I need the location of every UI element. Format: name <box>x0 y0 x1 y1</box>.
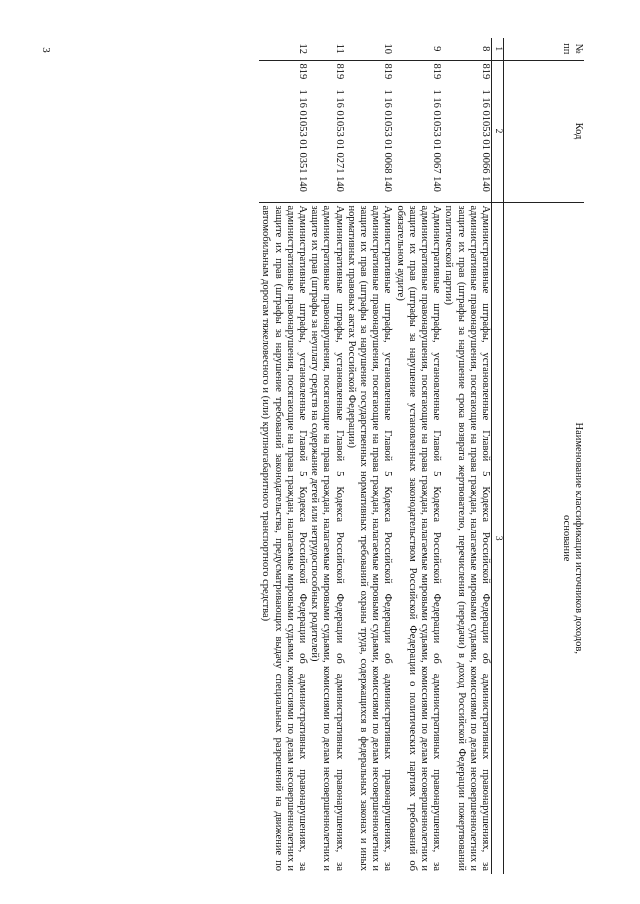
row-description: Административные штрафы, установленные Главой 5 Кодекса Российской Федерации об административных правонарушениях, за административные правонарушения, посягающие на права граждан, налагаемые мировыми судьями, комиссиями по делам несовершеннолетних и защите их прав (штрафы за нарушение установленных законодательством Российской Федерации о политических партиях требований об обязательном аудите) <box>394 205 443 871</box>
row-code <box>308 60 345 202</box>
header-number <box>504 38 585 60</box>
row-code <box>259 60 308 202</box>
header-text: Наименование классификации источников доходов, основание <box>560 422 584 654</box>
row-description: Административные штрафы, установленные Главой 5 Кодекса Российской Федерации об административных правонарушениях, за административные правонарушения, посягающие на права граждан, налагаемые мировыми судьями, комиссиями по делам несовершеннолетних и защите их прав (штрафы за нарушение требований законодательства, предусматривающих выдачу специальных разрешений на движение по автомобильным дорогам тяжеловесного и (или) крупногабаритного транспортного средства) <box>260 205 308 871</box>
admin-code: 819 <box>333 63 345 80</box>
revenue-code: 1 16 01053 01 0351 140 <box>296 89 308 192</box>
column-number-row <box>492 38 504 874</box>
page-number: 3 <box>40 47 52 53</box>
table-row <box>442 38 491 874</box>
revenue-code: 1 16 01053 01 0068 140 <box>382 89 394 192</box>
row-code <box>345 60 394 202</box>
row-number: 10 <box>345 38 394 60</box>
row-code <box>442 60 491 202</box>
revenue-code: 1 16 01053 01 0066 140 <box>480 89 491 192</box>
admin-code: 819 <box>480 63 491 80</box>
column-number-3: 3 <box>492 202 504 874</box>
header-code: Код <box>504 60 585 202</box>
row-number: 12 <box>259 38 308 60</box>
row-description: Административные штрафы, установленные Главой 5 Кодекса Российской Федерации об административных правонарушениях, за административные правонарушения, посягающие на права граждан, налагаемые мировыми судьями, комиссиями по делам несовершеннолетних и защите их прав (штрафы за нарушение государственных нормативных требований охраны труда, содержащихся в федеральных законах и иных нормативных правовых актах Российской Федерации) <box>345 205 394 871</box>
table-row <box>259 38 308 874</box>
row-number: 8 <box>442 38 491 60</box>
table-row <box>345 38 394 874</box>
admin-code: 819 <box>382 63 394 80</box>
revenue-code: 1 16 01053 01 0271 140 <box>333 89 345 192</box>
row-code <box>393 60 442 202</box>
table-row <box>393 38 442 874</box>
column-number-1: 1 <box>492 38 504 60</box>
table-row <box>308 38 345 874</box>
revenue-classification-table <box>259 38 584 874</box>
table-header-row <box>504 38 585 874</box>
revenue-code: 1 16 01053 01 0067 140 <box>431 89 443 192</box>
header-name <box>504 202 585 874</box>
row-description: Административные штрафы, установленные Главой 5 Кодекса Российской Федерации об административных правонарушениях, за административные правонарушения, посягающие на права граждан, налагаемые мировыми судьями, комиссиями по делам несовершеннолетних и защите их прав (штрафы за неуплату средств на содержание детей или нетрудоспособных родителей) <box>309 205 345 871</box>
row-description: Административные штрафы, установленные Главой 5 Кодекса Российской Федерации об административных правонарушениях, за административные правонарушения, посягающие на права граждан, налагаемые мировыми судьями, комиссиями по делам несовершеннолетних и защите их прав (штрафы за нарушение срока возврата жертвователю, перечисления (передачи) в доход Российской Федерации пожертвований политической партии) <box>443 205 491 871</box>
row-number: 9 <box>393 38 442 60</box>
header-text: № пп <box>560 43 584 55</box>
admin-code: 819 <box>296 63 308 80</box>
row-number: 11 <box>308 38 345 60</box>
admin-code: 819 <box>431 63 443 80</box>
column-number-2: 2 <box>492 60 504 202</box>
